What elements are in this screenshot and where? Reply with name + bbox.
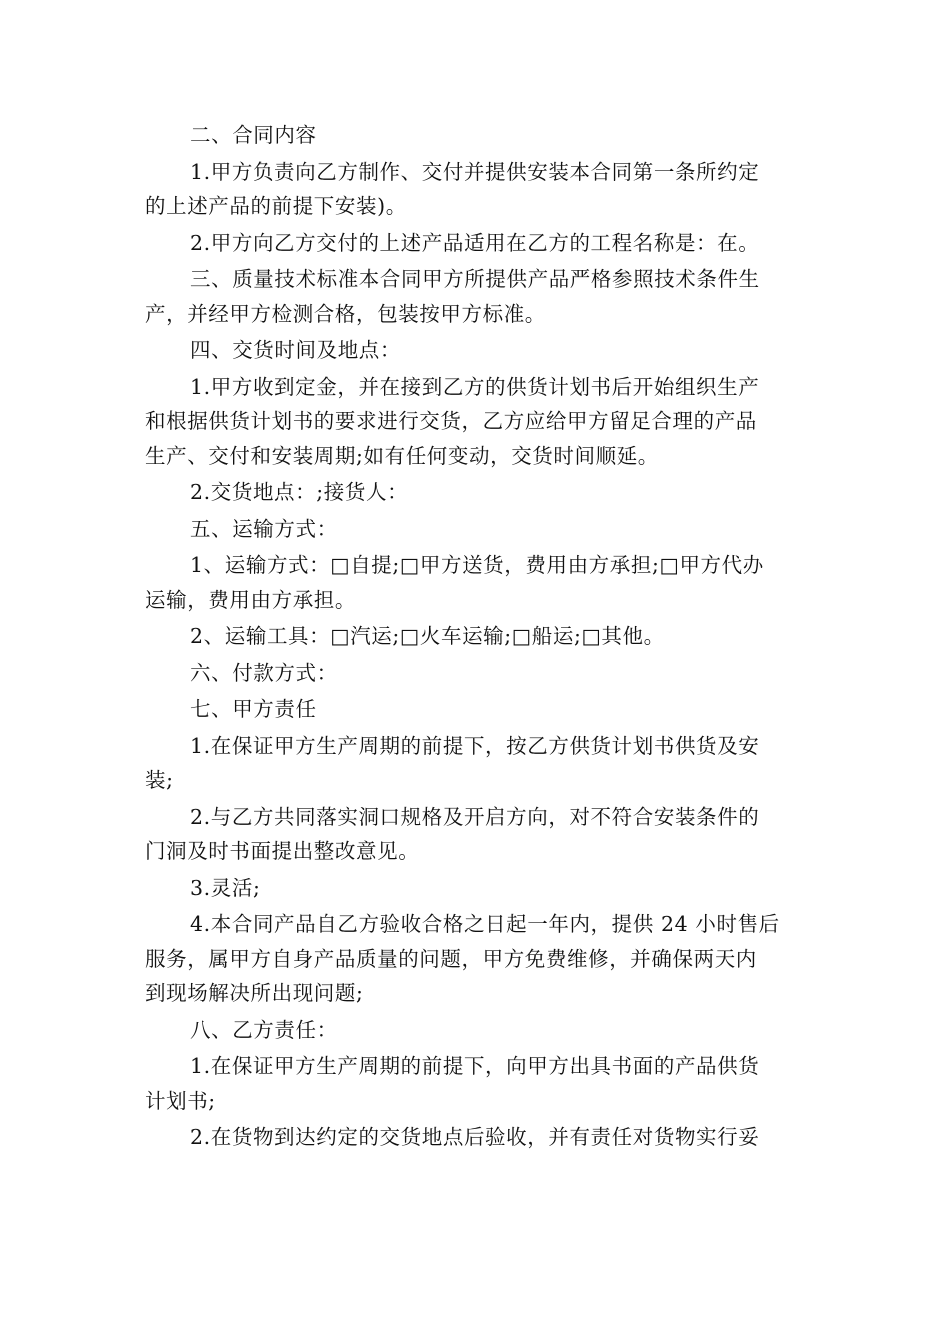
- paragraph: [145, 155, 805, 224]
- paragraph: [145, 907, 805, 1011]
- paragraph-line: 1.甲方负责向乙方制作、交付并提供安装本合同第一条所约定: [190, 159, 760, 184]
- paragraph-line: 2.交货地点：;接货人：: [190, 480, 409, 504]
- paragraph-line: 2.与乙方共同落实洞口规格及开启方向，对不符合安装条件的: [190, 804, 760, 829]
- paragraph-line: 1、运输方式：□自提;□甲方送货，费用由方承担;□甲方代办: [190, 553, 764, 577]
- paragraph: [145, 118, 805, 153]
- paragraph: [145, 1013, 805, 1048]
- paragraph-line: 六、付款方式：: [190, 660, 338, 685]
- paragraph-line: 七、甲方责任: [190, 697, 317, 721]
- paragraph: [145, 619, 805, 654]
- paragraph-line: 运输，费用由方承担。: [145, 587, 356, 612]
- paragraph-line: 1.在保证甲方生产周期的前提下，向甲方出具书面的产品供货: [190, 1054, 760, 1078]
- paragraph-line: 3.灵活;: [190, 875, 261, 900]
- paragraph-line: 四、交货时间及地点：: [190, 338, 401, 362]
- paragraph: [145, 512, 805, 547]
- paragraph-line: 服务，属甲方自身产品质量的问题，甲方免费维修，并确保两天内: [145, 946, 757, 971]
- paragraph: [145, 370, 805, 474]
- paragraph-line: 门洞及时书面提出整改意见。: [145, 839, 420, 863]
- paragraph-line: 三、质量技术标准本合同甲方所提供产品严格参照技术条件生: [190, 267, 760, 291]
- document-body: [145, 118, 805, 1155]
- paragraph-line: 五、运输方式：: [190, 516, 338, 541]
- paragraph-line: 2.在货物到达约定的交货地点后验收，并有责任对货物实行妥: [190, 1125, 760, 1149]
- paragraph: [145, 871, 805, 906]
- paragraph-line: 产，并经甲方检测合格，包装按甲方标准。: [145, 301, 546, 326]
- paragraph-line: 1.在保证甲方生产周期的前提下，按乙方供货计划书供货及安: [190, 733, 760, 758]
- paragraph-line: 到现场解决所出现问题;: [145, 981, 364, 1005]
- paragraph: [145, 1049, 805, 1118]
- paragraph-line: 的上述产品的前提下安装)。: [145, 194, 407, 218]
- paragraph: [145, 729, 805, 798]
- paragraph: [145, 1120, 805, 1155]
- paragraph: [145, 692, 805, 727]
- paragraph: [145, 262, 805, 331]
- paragraph-line: 4.本合同产品自乙方验收合格之日起一年内，提供 24 小时售后: [190, 912, 780, 936]
- paragraph-line: 生产、交付和安装周期;如有任何变动，交货时间顺延。: [145, 443, 659, 468]
- paragraph-line: 装;: [145, 768, 174, 792]
- paragraph: [145, 656, 805, 691]
- paragraph-line: 和根据供货计划书的要求进行交货，乙方应给甲方留足合理的产品: [145, 409, 757, 433]
- paragraph-line: 计划书;: [145, 1088, 216, 1113]
- paragraph-line: 八、乙方责任：: [190, 1017, 338, 1042]
- paragraph-line: 1.甲方收到定金，并在接到乙方的供货计划书后开始组织生产: [190, 374, 760, 399]
- paragraph: [145, 475, 805, 510]
- paragraph-line: 2.甲方向乙方交付的上述产品适用在乙方的工程名称是：在。: [190, 230, 760, 255]
- paragraph-line: 二、合同内容: [190, 123, 317, 147]
- paragraph: [145, 548, 805, 617]
- paragraph: [145, 333, 805, 368]
- paragraph: [145, 226, 805, 261]
- paragraph-line: 2、运输工具：□汽运;□火车运输;□船运;□其他。: [190, 624, 665, 648]
- paragraph: [145, 800, 805, 869]
